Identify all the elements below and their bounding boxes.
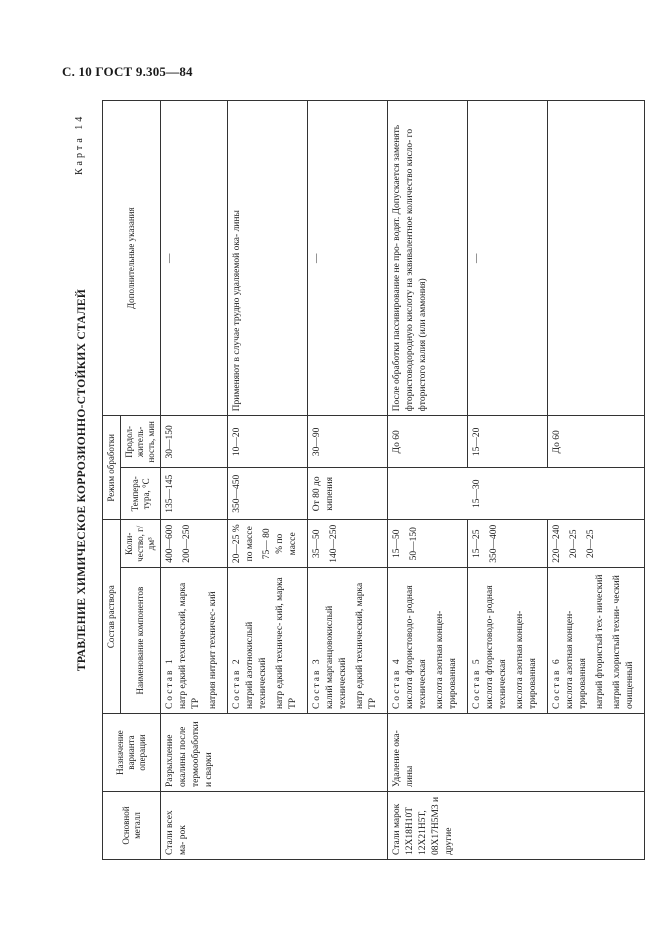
cell-temperature: 135—145 xyxy=(161,468,228,520)
cell-quantities xyxy=(468,520,548,568)
cell-quantities xyxy=(161,520,228,568)
quantity-value: 35—50 xyxy=(312,529,322,559)
cell-note: — xyxy=(308,101,388,416)
table-title: ТРАВЛЕНИЕ ХИМИЧЕСКОЕ КОРРОЗИОННО-СТОЙКИХ СТАЛЕЙ xyxy=(76,288,88,672)
quantity-value: 20—25 % по массе xyxy=(232,524,255,564)
cell-duration: До 60 xyxy=(548,416,645,468)
cell-metal: Стали марок 12Х18Н10Т 12Х21Н5Т, 08Х17Н5М3 и другие xyxy=(388,792,645,860)
cell-temperature: 350—450 xyxy=(228,468,308,520)
cell-duration: 10—20 xyxy=(228,416,308,468)
cell-duration: 30—150 xyxy=(161,416,228,468)
component-name: кислота фтористоводо- родная техническая xyxy=(485,585,508,710)
col-header-quantity: Коли- чество, г/дм³ xyxy=(121,520,161,568)
cell-components xyxy=(468,568,548,714)
cell-components xyxy=(308,568,388,714)
quantity-value: 140—250 xyxy=(329,524,339,563)
cell-purpose: Разрыхление окалины после термообработки и сварки xyxy=(161,714,388,792)
quantity-value: 15—50 xyxy=(392,529,402,559)
cell-duration: До 60 xyxy=(388,416,468,468)
component-name: натрий азотнокислый технический xyxy=(245,621,268,710)
component-name: натр едкий технический, марка ТР xyxy=(355,582,378,710)
quantity-value: 200—250 xyxy=(182,524,192,563)
cell-note: — xyxy=(161,101,228,416)
cell-duration: 15—20 xyxy=(468,416,548,468)
col-header-component: Наименование компонентов xyxy=(121,568,161,714)
cell-note xyxy=(548,101,645,416)
solution-label: Состав 3 xyxy=(312,657,322,710)
component-name: калий марганцовокислый технический xyxy=(325,605,348,710)
cell-purpose: Удаление ока- лины xyxy=(388,714,645,792)
cell-temperature: От 80 до кипения xyxy=(308,468,388,520)
table-row xyxy=(161,101,228,860)
quantity-value: 400—600 xyxy=(165,524,175,563)
quantity-value: 15—25 xyxy=(472,529,482,559)
rotated-content xyxy=(68,100,635,860)
quantity-value: 20—25 xyxy=(586,529,596,559)
etching-table xyxy=(102,100,645,860)
table-row xyxy=(388,101,468,860)
component-name: натр едкий технический, марка ТР xyxy=(178,582,201,710)
component-name: натрия нитрит техничес- кий xyxy=(208,591,218,710)
cell-temperature xyxy=(388,468,468,520)
cell-note: После обработки пассивирование не про- водят. Допускается заменять фтористоводородную кислоту на эквивалентное количество кисло- го фтористого калия (или аммония) xyxy=(388,101,468,416)
component-name: кислота азотная концен- трированная xyxy=(515,610,538,710)
col-header-duration: Продол- житель- ность, мин xyxy=(121,416,161,468)
cell-note: Применяют в случае трудно удаляемой ока- лины xyxy=(228,101,308,416)
component-name: натрий хлористый техни- ческий очищенный xyxy=(612,575,635,710)
cell-quantities xyxy=(388,520,468,568)
quantity-value: 350—400 xyxy=(489,524,499,563)
quantity-value: 220—240 xyxy=(552,524,562,563)
col-header-solution: Состав раствора xyxy=(103,520,121,714)
cell-components xyxy=(161,568,228,714)
page-header: С. 10 ГОСТ 9.305—84 xyxy=(62,64,193,79)
component-name: кислота азотная концен- трированная xyxy=(435,610,458,710)
cell-temperature xyxy=(548,468,645,520)
quantity-value: 20—25 xyxy=(569,529,579,559)
col-header-notes: Дополнительные указания xyxy=(103,101,161,416)
cell-metal: Стали всех ма- рок xyxy=(161,792,388,860)
solution-label: Состав 4 xyxy=(392,657,402,710)
quantity-value: 75— 80 % по массе xyxy=(262,528,298,560)
component-name: натрий фтористый тех- нический xyxy=(595,574,605,710)
col-header-temperature: Темпера- тура, °С xyxy=(121,468,161,520)
col-header-metal: Основной металл xyxy=(103,792,161,860)
col-header-mode: Режим обработки xyxy=(103,416,121,520)
header-row-1 xyxy=(103,101,121,860)
component-name: кислота азотная концен- трированная xyxy=(565,610,588,710)
cell-note: — xyxy=(468,101,548,416)
cell-quantities xyxy=(548,520,645,568)
card-label: Карта 14 xyxy=(74,113,85,175)
cell-components xyxy=(228,568,308,714)
component-name: кислота фтористоводо- родная техническая xyxy=(405,585,428,710)
cell-components xyxy=(548,568,645,714)
solution-label: Состав 5 xyxy=(472,657,482,710)
cell-duration: 30—90 xyxy=(308,416,388,468)
cell-quantities xyxy=(228,520,308,568)
cell-components xyxy=(388,568,468,714)
solution-label: Состав 2 xyxy=(232,657,242,710)
solution-label: Состав 6 xyxy=(552,657,562,710)
cell-temperature: 15—30 xyxy=(468,468,548,520)
quantity-value: 50—150 xyxy=(409,527,419,561)
col-header-purpose: Назначение варианта операции xyxy=(103,714,161,792)
solution-label: Состав 1 xyxy=(165,657,175,710)
cell-quantities xyxy=(308,520,388,568)
component-name: натр едкий техничес- кий, марка ТР xyxy=(275,577,298,710)
